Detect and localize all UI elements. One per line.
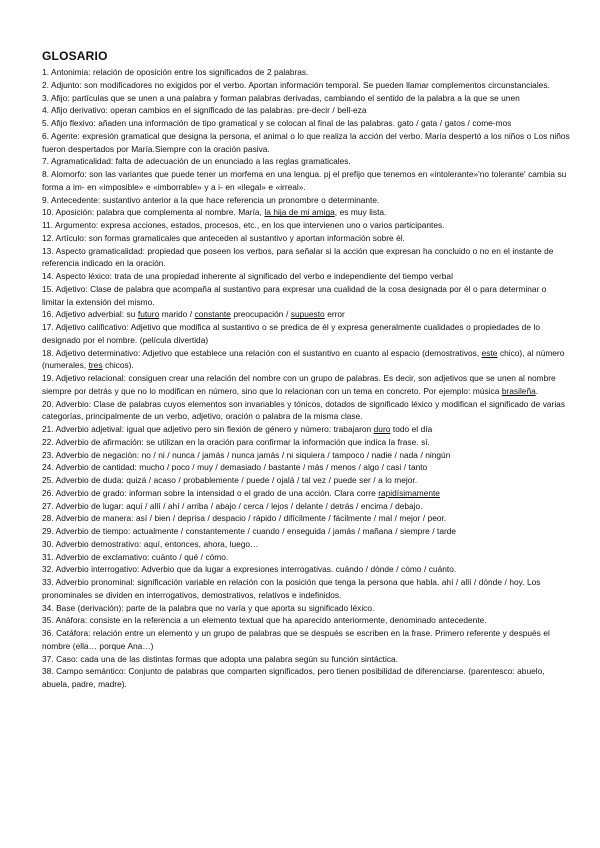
- entry-text: 15. Adjetivo: Clase de palabra que acompaña al sustantivo para expresar una cualidad de la cosa designada por él o para determinar o limitar la extensión del mismo.: [42, 283, 547, 307]
- glossary-entry: [42, 436, 570, 449]
- glossary-entry: [42, 66, 570, 79]
- document-page: [42, 49, 570, 691]
- glossary-entry: [42, 168, 570, 194]
- entry-text: marido /: [159, 309, 195, 320]
- entry-text: 3. Afijo: partículas que se unen a una palabra y forman palabras derivadas, cambiando el sentido de la palabra a la que se unen: [42, 92, 520, 103]
- entry-text: 29. Adverbio de tiempo: actualmente / constantemente / cuando / enseguida / jamás / mañana / siempre / tarde: [42, 526, 457, 536]
- glossary-entry: [42, 308, 570, 321]
- entry-text: 1. Antonimia: relación de oposición entre los significados de 2 palabras.: [42, 67, 309, 77]
- underlined-example: duro: [373, 424, 391, 434]
- entry-text: 19. Adjetivo relacional: consiguen crear una relación del nombre con un grupo de palabras. Es decir, son adjetivos que se unen al nombre siempre por detrás y que no lo modifican en número, sino que lo relacionan con un tema en concreto. Por ejemplo: música: [42, 373, 556, 396]
- entry-text: 22. Adverbio de afirmación: se utilizan en la oración para confirmar la información que indica la frase. sí.: [42, 436, 430, 447]
- glossary-entry: [42, 270, 570, 283]
- entry-text: 17. Adjetivo calificativo: Adjetivo que modifica al sustantivo o se predica de él y expresa generalmente cualidades o propiedades de lo designado por el nombre. (película divertida): [42, 322, 540, 345]
- page-title: GLOSARIO: [42, 49, 108, 63]
- entry-text: chicos).: [102, 360, 134, 371]
- entry-text: 12. Artículo: son formas gramaticales que anteceden al sustantivo y aportan información sobre él.: [42, 232, 405, 243]
- entry-text: 28. Adverbio de manera: así / bien / deprisa / despacio / rápido / difícilmente / fácilmente / mal / mejor / peor.: [42, 513, 447, 524]
- entry-text: 35. Anáfora: consiste en la referencia a un elemento textual que ha aparecido anteriormente, denominado antecedente.: [42, 615, 487, 626]
- entry-text: 18. Adjetivo determinativo: Adjetivo que establece una relación con el sustantivo en cuanto al espacio (demostrativos,: [42, 347, 482, 358]
- glossary-entry: [42, 104, 570, 117]
- underlined-example: este: [481, 347, 498, 358]
- glossary-entry: [42, 563, 570, 576]
- entry-text: 9. Antecedente: sustantivo anterior a la que hace referencia un pronombre o determinante.: [42, 194, 380, 205]
- entry-text: 8. Alomorfo: son las variantes que puede tener un morfema en una lengua. pj el prefijo que tenemos en «intolerante»'no tolerante' cambia su forma a im- en «imposible» e «imborrable» y a i- en «ilegal» e «irreal».: [42, 169, 567, 192]
- entry-text: 38. Campo semántico: Conjunto de palabras que comparten significados, pero tienen posibilidad de diferenciarse. (parentesco: abuelo, abuela, padre, madre).: [42, 666, 545, 689]
- entry-text: todo el día: [390, 424, 433, 434]
- entry-text: 13. Aspecto gramaticalidad: propiedad que poseen los verbos, para señalar si la acción que expresan ha concluido o no en el instante de referencia indicado en la oración.: [42, 245, 554, 269]
- entry-text: 37. Caso: cada una de las distintas formas que adopta una palabra según su función sintáctica.: [42, 653, 398, 664]
- entry-text: 2. Adjunto: son modificadores no exigidos por el verbo. Aportan información temporal. Se pueden llamar complementos circunstanciales.: [42, 79, 550, 90]
- glossary-entry: [42, 423, 570, 436]
- entry-text: 7. Agramaticalidad: falta de adecuación de un enunciado a las reglas gramaticales.: [42, 156, 351, 167]
- glossary-entry: [42, 92, 570, 105]
- entry-text: 23. Adverbio de negación: no / ni / nunca / jamás / nunca jamás / ni siquiera / tampoco / nadie / nada / ningún: [42, 449, 451, 460]
- glossary-entry: [42, 614, 570, 627]
- entry-text: 34. Base (derivación): parte de la palabra que no varía y que aporta su significado léxico.: [42, 602, 375, 613]
- entry-text: 16. Adjetivo adverbial: su: [42, 309, 138, 320]
- underlined-example: constante: [194, 309, 231, 320]
- glossary-entry: [42, 398, 570, 424]
- glossary-entry: [42, 155, 570, 168]
- glossary-entry: [42, 525, 570, 538]
- glossary-entry: [42, 219, 570, 232]
- entry-text: 26. Adverbio de grado: informan sobre la intensidad o el grado de una acción. Clara corre: [42, 487, 379, 498]
- glossary-entry: [42, 538, 570, 551]
- glossary-entry: [42, 232, 570, 245]
- glossary-entry: [42, 206, 570, 219]
- entry-text: 4. Afijo derivativo: operan cambios en el significado de las palabras. pre-decir / bell-eza: [42, 105, 367, 116]
- entry-text: 25. Adverbio de duda: quizá / acaso / probablemente / puede / ojalá / tal vez / puede ser / a lo mejor.: [42, 475, 418, 485]
- entry-text: .: [535, 385, 539, 396]
- underlined-example: supuesto: [290, 309, 325, 320]
- glossary-entry: [42, 627, 570, 653]
- glossary-entry: [42, 117, 570, 130]
- entry-text: 11. Argumento: expresa acciones, estados, procesos, etc., en los que intervienen uno o varios participantes.: [42, 220, 445, 230]
- entry-text: 27. Adverbio de lugar: aquí / allí / ahí / arriba / abajo / cerca / lejos / delante / detrás / encima / debajo.: [42, 500, 423, 511]
- entry-text: error: [324, 309, 345, 320]
- glossary-list: [42, 66, 570, 691]
- glossary-entry: [42, 194, 570, 207]
- glossary-entry: [42, 449, 570, 462]
- glossary-entry: [42, 487, 570, 500]
- glossary-entry: [42, 500, 570, 513]
- entry-text: preocupación /: [230, 309, 291, 320]
- underlined-example: tres: [88, 360, 103, 371]
- glossary-entry: [42, 474, 570, 487]
- underlined-example: futuro: [137, 309, 160, 320]
- glossary-entry: [42, 665, 570, 691]
- entry-text: 20. Adverbio: Clase de palabras cuyos elementos son invariables y tónicos, dotados de significado léxico y modifican el significado de varias categorías, principalmente de un verbo, adjetivo, oración o palabra de la misma clase.: [42, 398, 565, 422]
- entry-text: 31. Adverbio de exclamativo: cuánto / qué / cómo.: [42, 551, 229, 562]
- glossary-entry: [42, 372, 570, 398]
- glossary-entry: [42, 347, 570, 373]
- glossary-entry: [42, 512, 570, 525]
- entry-text: 21. Adverbio adjetival: igual que adjetivo pero sin flexión de género y número: trabajaron: [42, 424, 374, 434]
- entry-text: 33. Adverbio pronominal: significación variable en relación con la posición que tenga la persona que habla. ahí / allí / dónde / hoy. Los pronominales se dividen en interrogativos, demostrativos, relativos e indefinidos.: [42, 577, 541, 600]
- entry-text: , es muy lista.: [334, 207, 387, 218]
- entry-text: 32. Adverbio interrogativo: Adverbio que da lugar a expresiones interrogativas. cuándo / dónde / cómo / cuánto.: [42, 564, 457, 575]
- glossary-entry: [42, 245, 570, 271]
- entry-text: 6. Agente: expresión gramatical que designa la persona, el animal o lo que realiza la acción del verbo. María despertó a los niños o Los niños fueron despertados por María.Siempre con la oración pasiva.: [42, 130, 570, 154]
- entry-text: 30. Adverbio demostrativo: aquí, entonces, ahora, luego…: [42, 538, 259, 549]
- glossary-entry: [42, 551, 570, 564]
- glossary-entry: [42, 602, 570, 615]
- entry-text: 14. Aspecto léxico: trata de una propiedad inherente al significado del verbo e independiente del tiempo verbal: [42, 271, 453, 281]
- glossary-entry: [42, 130, 570, 156]
- underlined-example: la hija de mi amiga: [264, 207, 335, 218]
- entry-text: 10. Aposición: palabra que complementa al nombre. María,: [42, 207, 265, 218]
- entry-text: 5. Afijo flexivo: añaden una información de tipo gramatical y se colocan al final de las palabras. gato / gata / gatos / come-mos: [42, 118, 512, 128]
- glossary-entry: [42, 576, 570, 602]
- entry-text: 36. Catáfora: relación entre un elemento y un grupo de palabras que se después se escriben en la frase. Primero referente y después el nombre (ella… porque Ana…): [42, 628, 550, 651]
- glossary-entry: [42, 79, 570, 92]
- glossary-entry: [42, 461, 570, 474]
- entry-text: 24. Adverbio de cantidad: mucho / poco / muy / demasiado / bastante / más / menos / algo / casi / tanto: [42, 462, 428, 473]
- glossary-entry: [42, 283, 570, 309]
- entry-text: chico), al número (numerales,: [42, 347, 565, 371]
- underlined-example: brasileña: [501, 385, 536, 396]
- underlined-example: rapidísimamente: [378, 487, 440, 498]
- glossary-entry: [42, 321, 570, 347]
- glossary-entry: [42, 653, 570, 666]
